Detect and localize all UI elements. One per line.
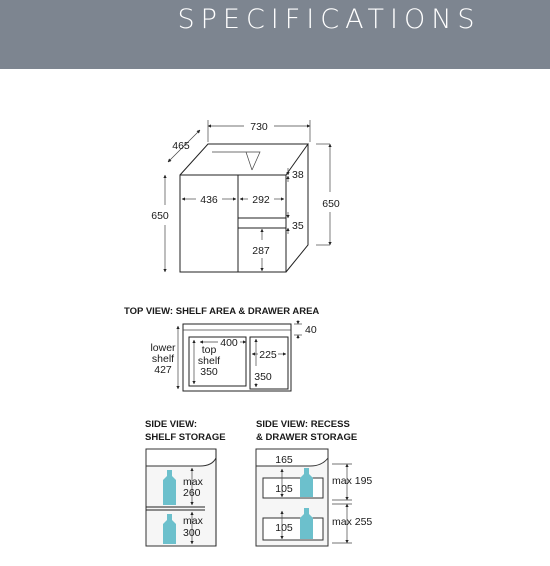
dim-40	[294, 320, 317, 339]
dim-650-left-label: 650	[151, 210, 169, 222]
dim-105-top-label: 105	[275, 483, 293, 495]
dim-287-label: 287	[252, 245, 270, 257]
dim-165-label: 165	[275, 454, 293, 466]
dim-287	[252, 229, 270, 271]
dim-436	[182, 194, 236, 206]
dim-730	[208, 120, 310, 142]
max-195-label: max 195	[332, 475, 373, 487]
dim-650-right	[316, 144, 340, 245]
dim-650-left	[151, 175, 169, 272]
upper-max-value: 260	[183, 487, 201, 499]
dim-35-label: 35	[292, 220, 304, 232]
dim-35	[288, 212, 304, 234]
dim-650-right-label: 650	[322, 198, 340, 210]
side-recess-heading-2: & DRAWER STORAGE	[256, 432, 358, 443]
front-view-cabinet	[180, 144, 308, 272]
dim-350-drawer	[254, 339, 272, 387]
page-title: SPECIFICATIONS	[177, 4, 481, 35]
dim-38-label: 38	[292, 169, 304, 181]
dim-225	[252, 349, 286, 361]
top-view-heading: TOP VIEW: SHELF AREA & DRAWER AREA	[124, 306, 320, 317]
dim-465	[168, 130, 200, 162]
dim-436-label: 436	[200, 194, 218, 206]
dim-225-label: 225	[259, 349, 277, 361]
side-shelf-heading-2: SHELF STORAGE	[145, 432, 226, 443]
dim-lower-shelf	[150, 326, 178, 389]
dim-465-label: 465	[172, 140, 190, 152]
side-recess-panel	[256, 449, 352, 546]
side-shelf-heading-1: SIDE VIEW:	[145, 419, 198, 430]
lower-shelf-line2: shelf	[151, 353, 175, 365]
max-255-label: max 255	[332, 516, 373, 528]
top-shelf-line1: top	[201, 344, 217, 356]
dim-top-shelf	[194, 340, 220, 384]
upper-max-label: max	[183, 476, 203, 488]
dim-40-label: 40	[305, 324, 317, 336]
dim-400-label: 400	[220, 337, 238, 349]
dim-38	[288, 168, 304, 182]
dim-292-label: 292	[252, 194, 270, 206]
dim-292	[240, 194, 284, 206]
dim-350-label: 350	[254, 371, 272, 383]
side-shelf-panel	[146, 449, 216, 546]
lower-shelf-line3: 427	[154, 364, 172, 376]
lower-max-label: max	[183, 515, 203, 527]
dim-105-bottom-label: 105	[275, 522, 293, 534]
side-recess-heading-1: SIDE VIEW: RECESS	[256, 419, 350, 430]
top-shelf-line3: 350	[200, 366, 218, 378]
top-shelf-line2: shelf	[197, 355, 221, 367]
lower-shelf-line1: lower	[150, 342, 176, 354]
lower-max-value: 300	[183, 527, 201, 539]
dim-730-label: 730	[250, 121, 268, 133]
